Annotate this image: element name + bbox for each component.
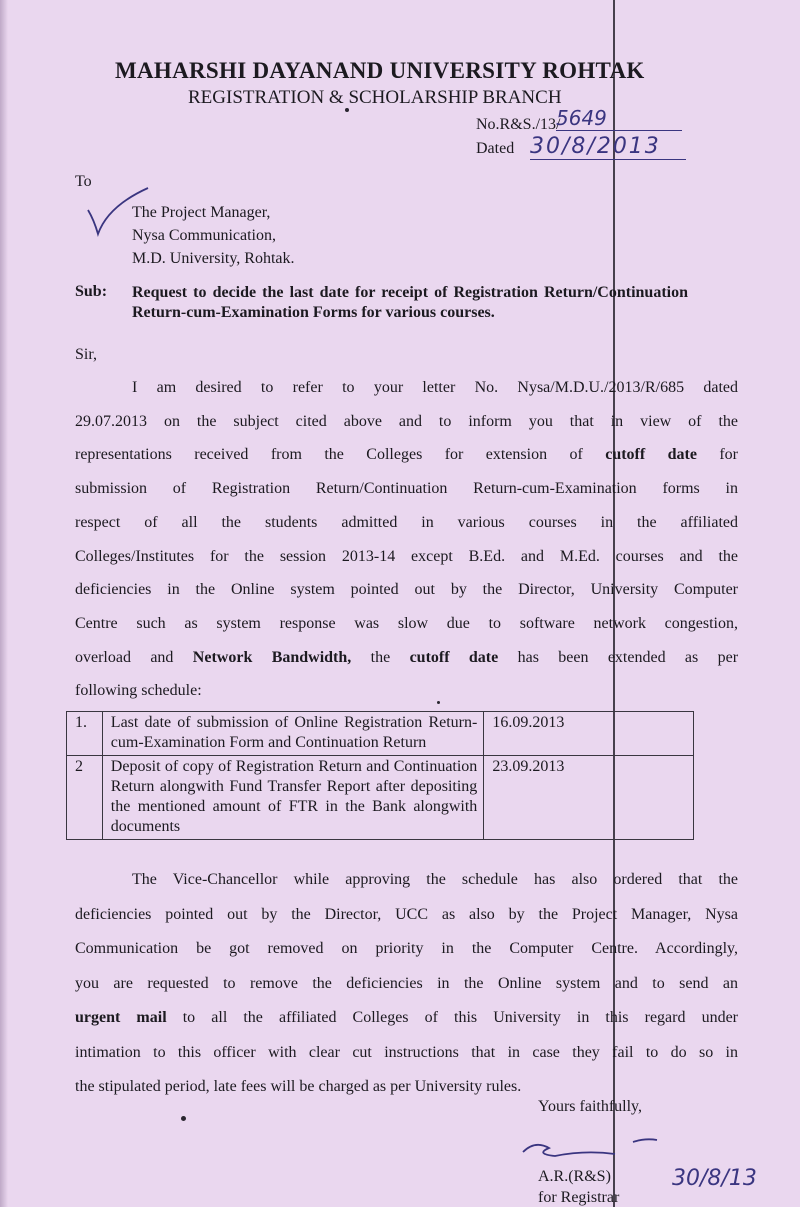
paragraph-line [75,581,738,599]
addressee-line: The Project Manager, [132,204,271,221]
text-run: I am desired to refer to your letter No. Nysa/M.D.U./2013/R/685 dated [132,379,738,396]
bold-text: Network Bandwidth, [192,648,352,666]
serial-number: 1. [67,712,103,756]
paragraph-line [75,413,738,431]
paragraph-line [75,649,738,667]
date-handwritten: 30/8/2013 [530,134,686,160]
paragraph-line [75,682,738,700]
for-registrar: for Registrar [538,1189,620,1206]
text-run: representations received from the Colleges for extension of [75,446,606,464]
signature-icon [515,1130,665,1170]
serial-number: 2 [67,756,103,840]
paragraph-line [75,906,738,924]
bold-text: cutoff date [409,648,499,666]
paragraph-line [132,871,738,889]
paragraph-line [75,480,738,498]
schedule-description: Last date of submission of Online Registration Return-cum-Examination Form and Continuation Return [102,712,484,756]
text-run: Centre such as system response was slow due to software network congestion, [75,614,738,632]
subject-text: Request to decide the last date for receipt of Registration Return/Continuation Return-cum-Examination Forms for various courses. [132,284,688,321]
text-run: you are requested to remove the deficiencies in the Online system and to send an [75,974,738,992]
text-run: 29.07.2013 on the subject cited above and to inform you that in view of the [75,412,738,430]
reference-number-label: No.R&S./13/ [476,116,561,133]
university-name: MAHARSHI DAYANAND UNIVERSITY ROHTAK [115,58,645,83]
reference-number-handwritten: 5649 [556,106,682,131]
to-label: To [75,173,92,190]
paragraph-line [75,975,738,993]
paragraph-line [75,1078,738,1096]
paragraph-line [75,940,738,958]
speck [181,1116,186,1121]
text-run: submission of Registration Return/Continuation Return-cum-Examination forms in [75,480,738,498]
schedule-table [66,711,694,840]
salutation: Sir, [75,346,98,363]
text-run: The Vice-Chancellor while approving the schedule has also ordered that the [132,871,738,888]
table-row [67,756,694,840]
dated-label: Dated [476,140,515,157]
bold-text: cutoff date [605,446,697,464]
paragraph-line [75,1009,738,1027]
table-row [67,712,694,756]
addressee-line: Nysa Communication, [132,227,276,244]
text-run: Colleges/Institutes for the session 2013-14 except B.Ed. and M.Ed. courses and the [75,547,738,565]
bold-text: urgent mail [75,1009,167,1026]
subject-label: Sub: [75,283,108,300]
branch-name: REGISTRATION & SCHOLARSHIP BRANCH [188,87,562,108]
paragraph-line [132,379,738,397]
text-run: the [351,648,410,666]
page-fold-shadow [0,0,8,1207]
text-run: respect of all the students admitted in various courses in the affiliated [75,513,738,531]
schedule-date: 16.09.2013 [484,712,694,756]
schedule-date: 23.09.2013 [484,756,694,840]
speck [345,108,349,112]
text-run: has been extended as per [498,648,739,666]
text-run: the stipulated period, late fees will be charged as per University rules. [75,1078,522,1095]
text-run: following schedule: [75,682,202,700]
signature-date-handwritten: 30/8/13 [672,1166,757,1191]
text-run: for [696,446,738,464]
text-run: overload and [75,648,193,666]
speck [437,701,440,704]
paragraph-line [75,615,738,633]
text-run: deficiencies in the Online system pointed out by the Director, University Computer [75,581,738,599]
schedule-description: Deposit of copy of Registration Return and Continuation Return alongwith Fund Transfer Report after depositing the mentioned amount of FTR in the Bank alongwith documents [102,756,484,840]
text-run: intimation to this officer with clear cut instructions that in case they fail to do so in [75,1043,738,1061]
paragraph-line [75,1044,738,1062]
paragraph-line [75,514,738,532]
paragraph-line [75,446,738,464]
closing-phrase: Yours faithfully, [538,1098,643,1115]
text-run: deficiencies pointed out by the Director, UCC as also by the Project Manager, Nysa [75,905,738,923]
signatory-designation: A.R.(R&S) [538,1168,611,1185]
text-run: Communication be got removed on priority in the Computer Centre. Accordingly, [75,940,738,957]
addressee-line: M.D. University, Rohtak. [132,250,295,267]
text-run: to all the affiliated Colleges of this University in this regard under [166,1009,738,1026]
paragraph-line [75,548,738,566]
